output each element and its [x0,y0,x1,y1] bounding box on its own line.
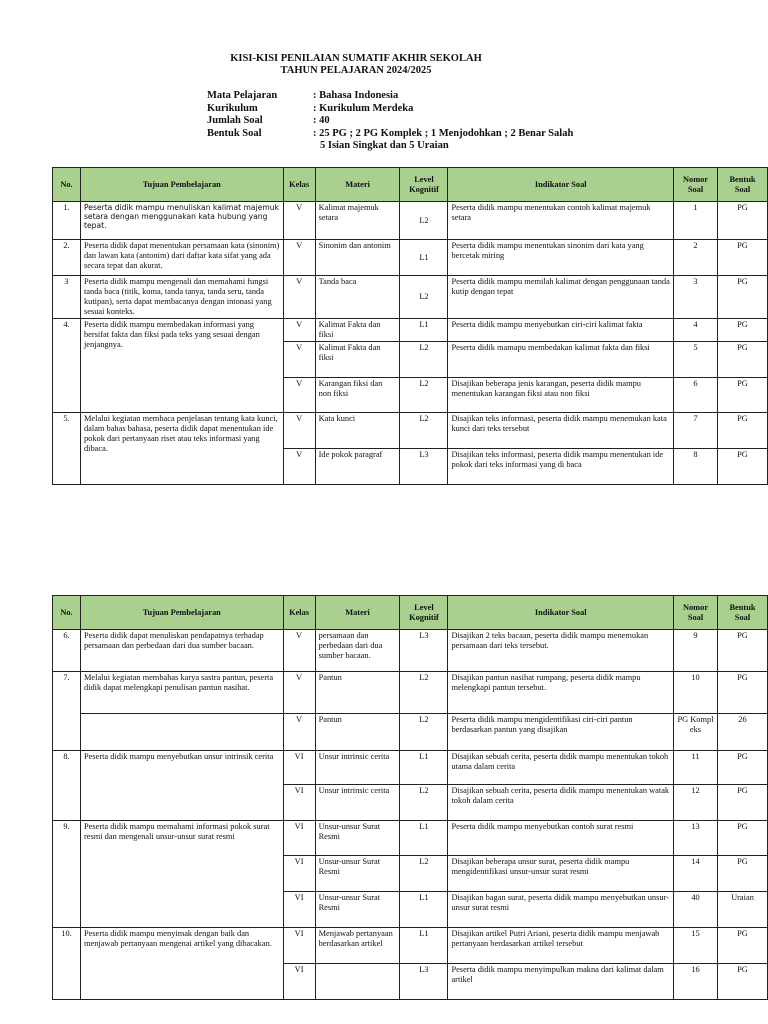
cell-nomor: 7 [674,413,718,449]
cell-nomor: 13 [674,821,718,856]
cell-materi: Kalimat Fakta dan fiksi [315,342,400,378]
cell-materi: Kata kunci [315,413,400,449]
meta-value: : Kurikulum Merdeka [313,102,414,114]
cell-no: 9. [53,821,81,928]
cell-tujuan: Peserta didik dapat menuliskan pendapatnya terhadap persamaan dan perbedaan dari dua sumber bacaan. [80,630,283,672]
meta-value: : Bahasa Indonesia [313,90,399,101]
col-header-level: Level Kognitif [400,596,448,630]
kisi-table-1 [52,167,768,485]
cell-tujuan: Melalui kegiatan membahas karya sastra pantun, peserta didik dapat melengkapi penulisan pantun nasihat. [80,672,283,714]
col-header-bentuk: Bentuk Soal [718,168,768,202]
cell-bentuk: PG [718,240,768,276]
cell-nomor: 9 [674,630,718,672]
cell-bentuk: PG [717,856,767,892]
cell-kelas: VI [283,928,315,964]
cell-tujuan: Peserta didik mampu menyebutkan unsur intrinsik cerita [80,751,283,821]
table-row [53,276,768,319]
cell-no: 4. [53,319,81,413]
cell-level: L3 [400,449,448,485]
cell-tujuan: Peserta didik mampu mengenali dan memahami fungsi tanda baca (titik, koma, tanda tanya, tanda seru, tanda kutipan), serta dapat membacanya dengan intonasi yang sesuai konteks. [80,276,283,319]
cell-nomor: 8 [674,449,718,485]
cell-level: L1 [400,751,448,785]
col-header-materi: Materi [315,168,400,202]
cell-bentuk: PG [718,413,768,449]
col-header-no: No. [53,596,81,630]
cell-level: L2 [400,378,448,413]
table-row [53,630,768,672]
meta-row-kurikulum [207,103,573,116]
cell-materi: Ide pokok paragraf [315,449,400,485]
cell-indikator: Disajikan artikel Putri Ariani, peserta didik mampu menjawab pertanyaan berdasarkan artikel tersebut [448,928,674,964]
cell-nomor: 40 [674,892,718,928]
title-line-1: KISI-KISI PENILAIAN SUMATIF AKHIR SEKOLAH [230,53,482,64]
meta-row-bentuk [207,128,573,141]
cell-materi [315,964,400,1000]
meta-label: Jumlah Soal [207,115,263,126]
cell-nomor: 6 [674,378,718,413]
cell-materi: Unsur intrinsic cerita [315,785,400,821]
cell-materi: Tanda baca [315,276,400,319]
cell-bentuk: PG [717,785,767,821]
cell-bentuk: PG [718,449,768,485]
cell-kelas: VI [283,964,315,1000]
cell-level: L2 [400,856,448,892]
cell-bentuk: PG [717,821,767,856]
cell-kelas: VI [283,821,315,856]
cell-level: L2 [400,202,448,240]
cell-nomor: 11 [674,751,718,785]
cell-level: L1 [400,928,448,964]
cell-level: L1 [400,240,448,276]
cell-nomor: PG Kompl eks [674,714,718,751]
cell-kelas: V [283,413,315,449]
cell-kelas: V [283,630,315,672]
cell-bentuk: PG [717,928,767,964]
cell-level: L3 [400,630,448,672]
cell-bentuk: PG [718,378,768,413]
cell-bentuk: PG [718,276,768,319]
cell-kelas: VI [283,785,315,821]
cell-indikator: Disajikan 2 teks bacaan, peserta didik mampu menemukan persamaan dari teks tersebut. [448,630,674,672]
cell-level: L1 [400,892,448,928]
col-header-tujuan: Tujuan Pembelajaran [80,168,283,202]
cell-kelas: V [283,276,315,319]
meta-row-mapel [207,90,573,103]
cell-materi: persamaan dan perbedaan dari dua sumber bacaan. [315,630,400,672]
cell-bentuk: PG [718,319,768,342]
cell-materi: Unsur-unsur Surat Resmi [315,892,400,928]
cell-nomor: 12 [674,785,718,821]
cell-no: 8. [53,751,81,821]
col-header-indikator: Indikator Soal [448,596,674,630]
title-line-2: TAHUN PELAJARAN 2024/2025 [280,65,432,76]
col-header-kelas: Kelas [283,168,315,202]
cell-indikator: Disajikan bagan surat, peserta didik mampu menyebutkan unsur-unsur surat resmi [448,892,674,928]
col-header-level: Level Kognitif [400,168,448,202]
cell-tujuan-empty [80,714,283,751]
table-row [53,413,768,449]
cell-indikator: Disajikan beberapa jenis karangan, peserta didik mampu menentukan karangan fiksi atau non fiksi [448,378,674,413]
cell-indikator: Disajikan sebuah cerita, peserta didik mampu menentukan watak tokoh dalam cerita [448,785,674,821]
cell-level: L2 [400,672,448,714]
cell-no: 3 [53,276,81,319]
cell-kelas: VI [283,751,315,785]
cell-materi: Sinonim dan antonim [315,240,400,276]
col-header-kelas: Kelas [283,596,315,630]
cell-no: 2. [53,240,81,276]
cell-tujuan: Peserta didik mampu membedakan informasi yang bersifat fakta dan fiksi pada teks yang sesuai dengan jenjangnya. [80,319,283,413]
col-header-nomor: Nomor Soal [674,596,718,630]
cell-kelas: V [283,449,315,485]
meta-value-continued: 5 Isian Singkat dan 5 Uraian [320,140,449,151]
cell-kelas: V [283,202,315,240]
table-row [53,319,768,342]
cell-indikator: Disajikan teks informasi, peserta didik mampu menentukan ide pokok dari teks informasi yang di baca [448,449,674,485]
cell-bentuk: Uraian [717,892,767,928]
cell-bentuk: PG [718,202,768,240]
col-header-tujuan: Tujuan Pembelajaran [80,596,283,630]
cell-level: L2 [400,342,448,378]
table-row [53,928,768,964]
cell-nomor: 4 [674,319,718,342]
table-row [53,821,768,856]
cell-materi: Unsur-unsur Surat Resmi [315,821,400,856]
cell-kelas: V [283,319,315,342]
cell-kelas: V [283,342,315,378]
kisi-table-2 [52,595,768,1000]
cell-kelas: V [283,378,315,413]
cell-kelas: V [283,714,315,751]
document-meta [207,90,573,153]
meta-value: : 40 [313,115,330,126]
cell-indikator: Disajikan teks informasi, peserta didik mampu menemukan kata kunci dari teks tersebut [448,413,674,449]
cell-nomor: 15 [674,928,718,964]
cell-no: 10. [53,928,81,1000]
cell-nomor: 2 [674,240,718,276]
col-header-materi: Materi [315,596,400,630]
cell-level: L2 [400,785,448,821]
cell-kelas: VI [283,856,315,892]
cell-indikator: Peserta didik mampu menyimpulkan makna dari kalimat dalam artikel [448,964,674,1000]
table-row [53,672,768,714]
cell-bentuk: PG [718,342,768,378]
cell-indikator: Disajikan sebuah cerita, peserta didik mampu menentukan tokoh utama dalam cerita [448,751,674,785]
col-header-no: No. [53,168,81,202]
cell-nomor: 14 [674,856,718,892]
cell-bentuk: PG [717,630,767,672]
cell-level: L2 [400,276,448,319]
cell-level: L2 [400,714,448,751]
cell-materi: Kalimat Fakta dan fiksi [315,319,400,342]
cell-kelas: VI [283,892,315,928]
cell-tujuan: Peserta didik dapat menentukan persamaan kata (sinonim) dan lawan kata (antonim) dari daftar kata sifat yang ada secara tepat dan akurat. [80,240,283,276]
meta-row-jumlah [207,115,573,128]
cell-nomor: 3 [674,276,718,319]
cell-no: 7. [53,672,81,751]
cell-indikator: Peserta didik mampu menyebutkan contoh surat resmi [448,821,674,856]
col-header-bentuk: Bentuk Soal [717,596,767,630]
cell-bentuk: 26 [717,714,767,751]
meta-value: : 25 PG ; 2 PG Komplek ; 1 Menjodohkan ; 2 Benar Salah [313,127,574,139]
cell-kelas: V [283,672,315,714]
col-header-indikator: Indikator Soal [448,168,674,202]
cell-materi: Kalimat majemuk setara [315,202,400,240]
cell-materi: Unsur intrinsic cerita [315,751,400,785]
cell-materi: Unsur-unsur Surat Resmi [315,856,400,892]
cell-indikator: Peserta didik mampu memilah kalimat dengan penggunaan tanda kutip dengan tepat [448,276,674,319]
cell-indikator: Peserta didik mampu mengidentifikasi ciri-ciri pantun berdasarkan pantun yang disajikan [448,714,674,751]
cell-bentuk: PG [717,751,767,785]
cell-no: 1. [53,202,81,240]
cell-no: 5. [53,413,81,485]
meta-label: Bentuk Soal [207,127,262,139]
cell-materi: Karangan fiksi dan non fiksi [315,378,400,413]
cell-bentuk: PG [717,672,767,714]
table-row [53,751,768,785]
table-row [53,202,768,240]
cell-indikator: Disajikan pantun nasihat rumpang, peserta didik mampu melengkapi pantun tersebut. [448,672,674,714]
cell-indikator: Peserta didik mampu menentukan contoh kalimat majemuk setara [448,202,674,240]
table-header-row [53,596,768,630]
cell-kelas: V [283,240,315,276]
cell-tujuan: Peserta didik mampu memahami informasi pokok surat resmi dan mengenali unsur-unsur surat resmi [80,821,283,928]
table-row [53,714,768,751]
cell-nomor: 16 [674,964,718,1000]
cell-level: L2 [400,413,448,449]
cell-level: L3 [400,964,448,1000]
meta-label: Kurikulum [207,102,258,114]
cell-tujuan: Peserta didik mampu menuliskan kalimat majemuk setara dengan menggunakan kata hubung yang tepat. [80,202,283,240]
meta-label: Mata Pelajaran [207,90,278,101]
table-header-row [53,168,768,202]
cell-no: 6. [53,630,81,672]
cell-tujuan: Peserta didik mampu menyimak dengan baik dan menjawab pertanyaan mengenai artikel yang dibacakan. [80,928,283,1000]
cell-nomor: 1 [674,202,718,240]
cell-level: L1 [400,821,448,856]
cell-materi: Pantun [315,672,400,714]
cell-indikator: Disajikan beberapa unsur surat, peserta didik mampu mengidentifikasi unsur-unsur surat resmi [448,856,674,892]
table-row [53,240,768,276]
cell-bentuk: PG [717,964,767,1000]
cell-materi: Menjawab pertanyaan berdasarkan artikel [315,928,400,964]
cell-nomor: 5 [674,342,718,378]
col-header-nomor: Nomor Soal [674,168,718,202]
cell-indikator: Peserta didik mamapu membedakan kalimat fakta dan fiksi [448,342,674,378]
cell-materi: Pantun [315,714,400,751]
cell-indikator: Peserta didik mampu menyebutkan ciri-ciri kalimat fakta [448,319,674,342]
cell-nomor: 10 [674,672,718,714]
cell-indikator: Peserta didik mampu menentukan sinonim dari kata yang bercetak miring [448,240,674,276]
cell-tujuan: Melalui kegiatan membaca penjelasan tentang kata kunci, dalam bahas bahasa, peserta didik dapat menentukan ide pokok dari pertanyaan riset atau teks informasi yang dibaca. [80,413,283,485]
cell-level: L1 [400,319,448,342]
